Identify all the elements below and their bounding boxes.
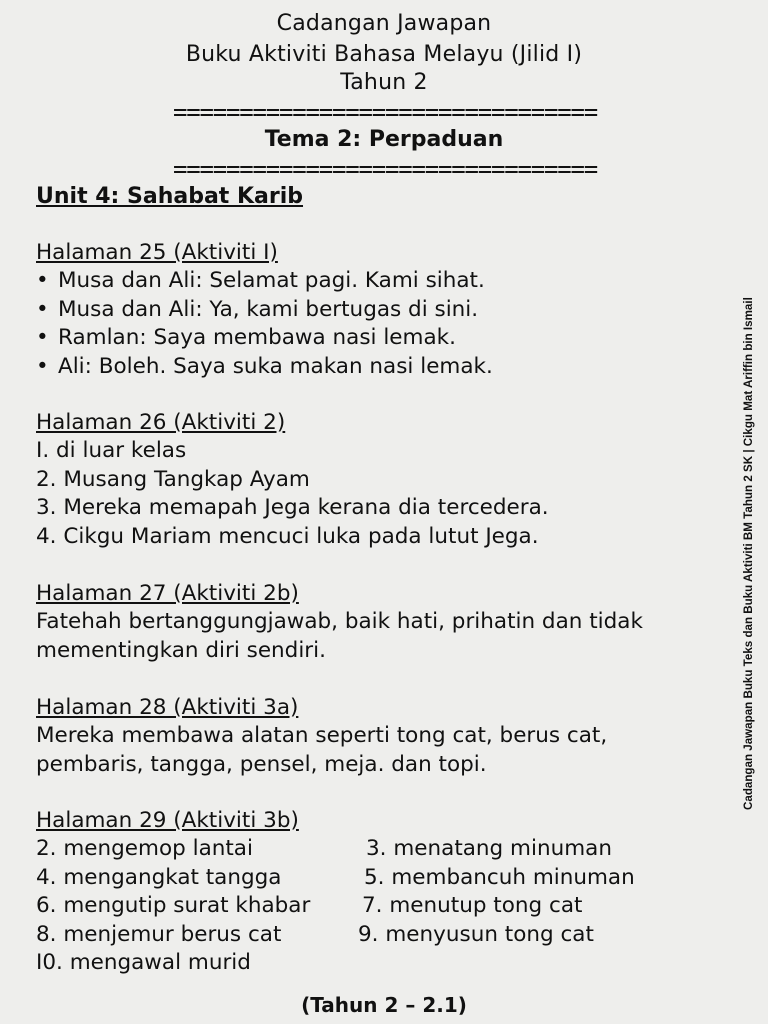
page-footer: (Tahun 2 – 2.1) bbox=[301, 993, 467, 1017]
answer-right: 9. menyusun tong cat bbox=[358, 921, 594, 947]
answer-line: I. di luar kelas bbox=[36, 438, 187, 463]
section-heading: Halaman 29 (Aktiviti 3b) bbox=[36, 808, 299, 833]
answer-row bbox=[36, 864, 726, 893]
answer-line: • Ali: Boleh. Saya suka makan nasi lemak. bbox=[36, 353, 726, 382]
answer-line: mementingkan diri sendiri. bbox=[36, 637, 326, 663]
answer-left: 4. mengangkat tangga bbox=[36, 864, 282, 890]
answer-row bbox=[36, 921, 726, 950]
theme-title: Tema 2: Perpaduan bbox=[264, 127, 504, 152]
doc-title: Cadangan Jawapan bbox=[276, 11, 492, 36]
answer-row bbox=[36, 835, 726, 864]
section-halaman-26 bbox=[36, 409, 726, 551]
answer-line: pembaris, tangga, pensel, meja. dan topi. bbox=[36, 751, 487, 777]
answer-right: 7. menutup tong cat bbox=[362, 893, 583, 918]
section-halaman-28 bbox=[36, 694, 726, 779]
answer-line: • Musa dan Ali: Ya, kami bertugas di sini. bbox=[36, 296, 726, 325]
answer-line: 2. Musang Tangkap Ayam bbox=[36, 466, 310, 492]
answer-right: 3. menatang minuman bbox=[366, 836, 612, 861]
section-halaman-29 bbox=[36, 807, 726, 978]
section-heading: Halaman 25 (Aktiviti I) bbox=[36, 240, 278, 265]
side-caption: Cadangan Jawapan Buku Teks dan Buku Aktiviti BM Tahun 2 SK | Cikgu Mat Ariffin bin Ismail bbox=[742, 297, 755, 810]
answer-line: • Ramlan: Saya membawa nasi lemak. bbox=[36, 324, 726, 353]
answer-left: 2. mengemop lantai bbox=[36, 836, 253, 861]
answer-line: Mereka membawa alatan seperti tong cat, berus cat, bbox=[36, 723, 608, 748]
section-heading: Halaman 27 (Aktiviti 2b) bbox=[36, 581, 299, 606]
unit-title: Unit 4: Sahabat Karib bbox=[36, 184, 304, 209]
separator-rule-bottom: ================================ bbox=[173, 157, 597, 181]
answer-left: 8. menjemur berus cat bbox=[36, 921, 282, 947]
answer-right: 5. membancuh minuman bbox=[364, 864, 635, 890]
section-heading: Halaman 26 (Aktiviti 2) bbox=[36, 410, 286, 435]
section-halaman-27 bbox=[36, 580, 726, 665]
answer-left: 6. mengutip surat khabar bbox=[36, 893, 311, 918]
answer-line: I0. mengawal murid bbox=[36, 950, 251, 975]
answer-line: • Musa dan Ali: Selamat pagi. Kami sihat. bbox=[36, 267, 726, 296]
section-heading: Halaman 28 (Aktiviti 3a) bbox=[36, 695, 299, 720]
answer-line: Fatehah bertanggungjawab, baik hati, prihatin dan tidak bbox=[36, 609, 643, 634]
answer-line: 4. Cikgu Mariam mencuci luka pada lutut Jega. bbox=[36, 523, 539, 549]
answer-row bbox=[36, 892, 726, 921]
doc-subtitle: Buku Aktiviti Bahasa Melayu (Jilid I) bbox=[185, 42, 583, 67]
section-halaman-25 bbox=[36, 239, 726, 381]
separator-rule-top: ================================ bbox=[173, 100, 597, 124]
doc-grade: Tahun 2 bbox=[340, 70, 428, 95]
answer-line: 3. Mereka memapah Jega kerana dia tercedera. bbox=[36, 495, 549, 520]
